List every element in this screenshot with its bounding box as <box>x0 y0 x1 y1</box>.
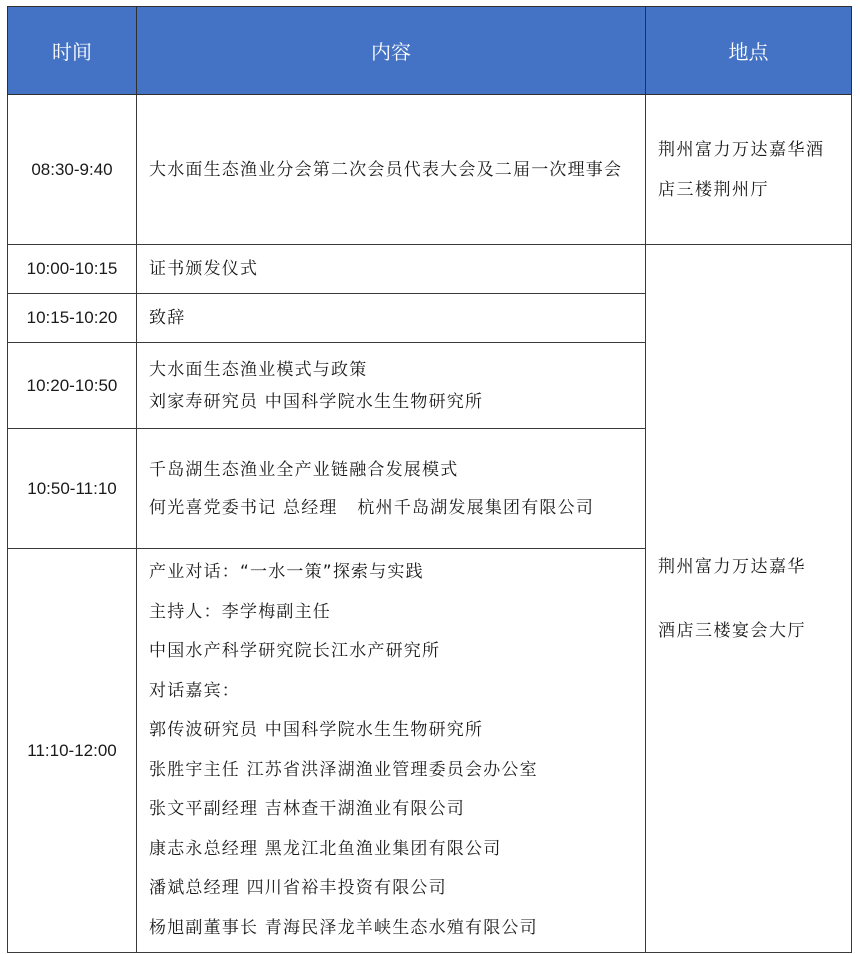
content-cell <box>137 245 646 294</box>
content-line: 证书颁发仪式 <box>149 259 259 279</box>
location-line: 荆州富力万达嘉华 <box>658 556 806 577</box>
time-cell: 11:10-12:00 <box>8 549 137 953</box>
content-cell <box>137 429 646 549</box>
time-cell: 10:00-10:15 <box>8 245 137 294</box>
content-line: 康志永总经理 黑龙江北鱼渔业集团有限公司 <box>149 838 502 859</box>
location-line: 酒店三楼宴会大厅 <box>658 620 806 641</box>
header-row <box>8 7 852 95</box>
content-line: 千岛湖生态渔业全产业链融合发展模式 <box>149 459 459 480</box>
content-line: 何光喜党委书记 总经理 杭州千岛湖发展集团有限公司 <box>149 497 595 518</box>
content-line: 主持人：李学梅副主任 <box>149 601 331 622</box>
content-cell <box>137 294 646 343</box>
merged-location-cell <box>646 245 852 953</box>
content-line: 张文平副经理 吉林查干湖渔业有限公司 <box>149 799 466 819</box>
content-cell <box>137 343 646 429</box>
time-cell: 10:20-10:50 <box>8 343 137 429</box>
content-line: 刘家寿研究员 中国科学院水生生物研究所 <box>149 391 484 412</box>
content-line: 潘斌总经理 四川省裕丰投资有限公司 <box>149 878 447 898</box>
content-line: 致辞 <box>149 308 186 328</box>
content-line: 中国水产科学研究院长江水产研究所 <box>149 641 441 661</box>
content-line: 大水面生态渔业分会第二次会员代表大会及二届一次理事会 <box>149 159 623 180</box>
header-content: 内容 <box>137 7 646 95</box>
content-cell <box>137 549 646 953</box>
content-line: 大水面生态渔业模式与政策 <box>149 359 368 380</box>
table-row <box>8 95 852 245</box>
schedule-table <box>7 6 852 953</box>
content-line: 张胜宇主任 江苏省洪泽湖渔业管理委员会办公室 <box>149 759 538 780</box>
content-line: 杨旭副董事长 青海民泽龙羊峡生态水殖有限公司 <box>149 917 538 938</box>
table-row <box>8 245 852 294</box>
time-cell: 08:30-9:40 <box>8 95 137 245</box>
content-line: 郭传波研究员 中国科学院水生生物研究所 <box>149 720 484 740</box>
time-cell: 10:50-11:10 <box>8 429 137 549</box>
time-cell: 10:15-10:20 <box>8 294 137 343</box>
location-cell: 荆州富力万达嘉华酒店三楼荆州厅 <box>646 95 852 245</box>
header-location: 地点 <box>646 7 852 95</box>
content-line: 产业对话：“一水一策”探索与实践 <box>149 562 424 582</box>
content-cell <box>137 95 646 245</box>
content-line: 对话嘉宾： <box>149 680 240 701</box>
header-time: 时间 <box>8 7 137 95</box>
